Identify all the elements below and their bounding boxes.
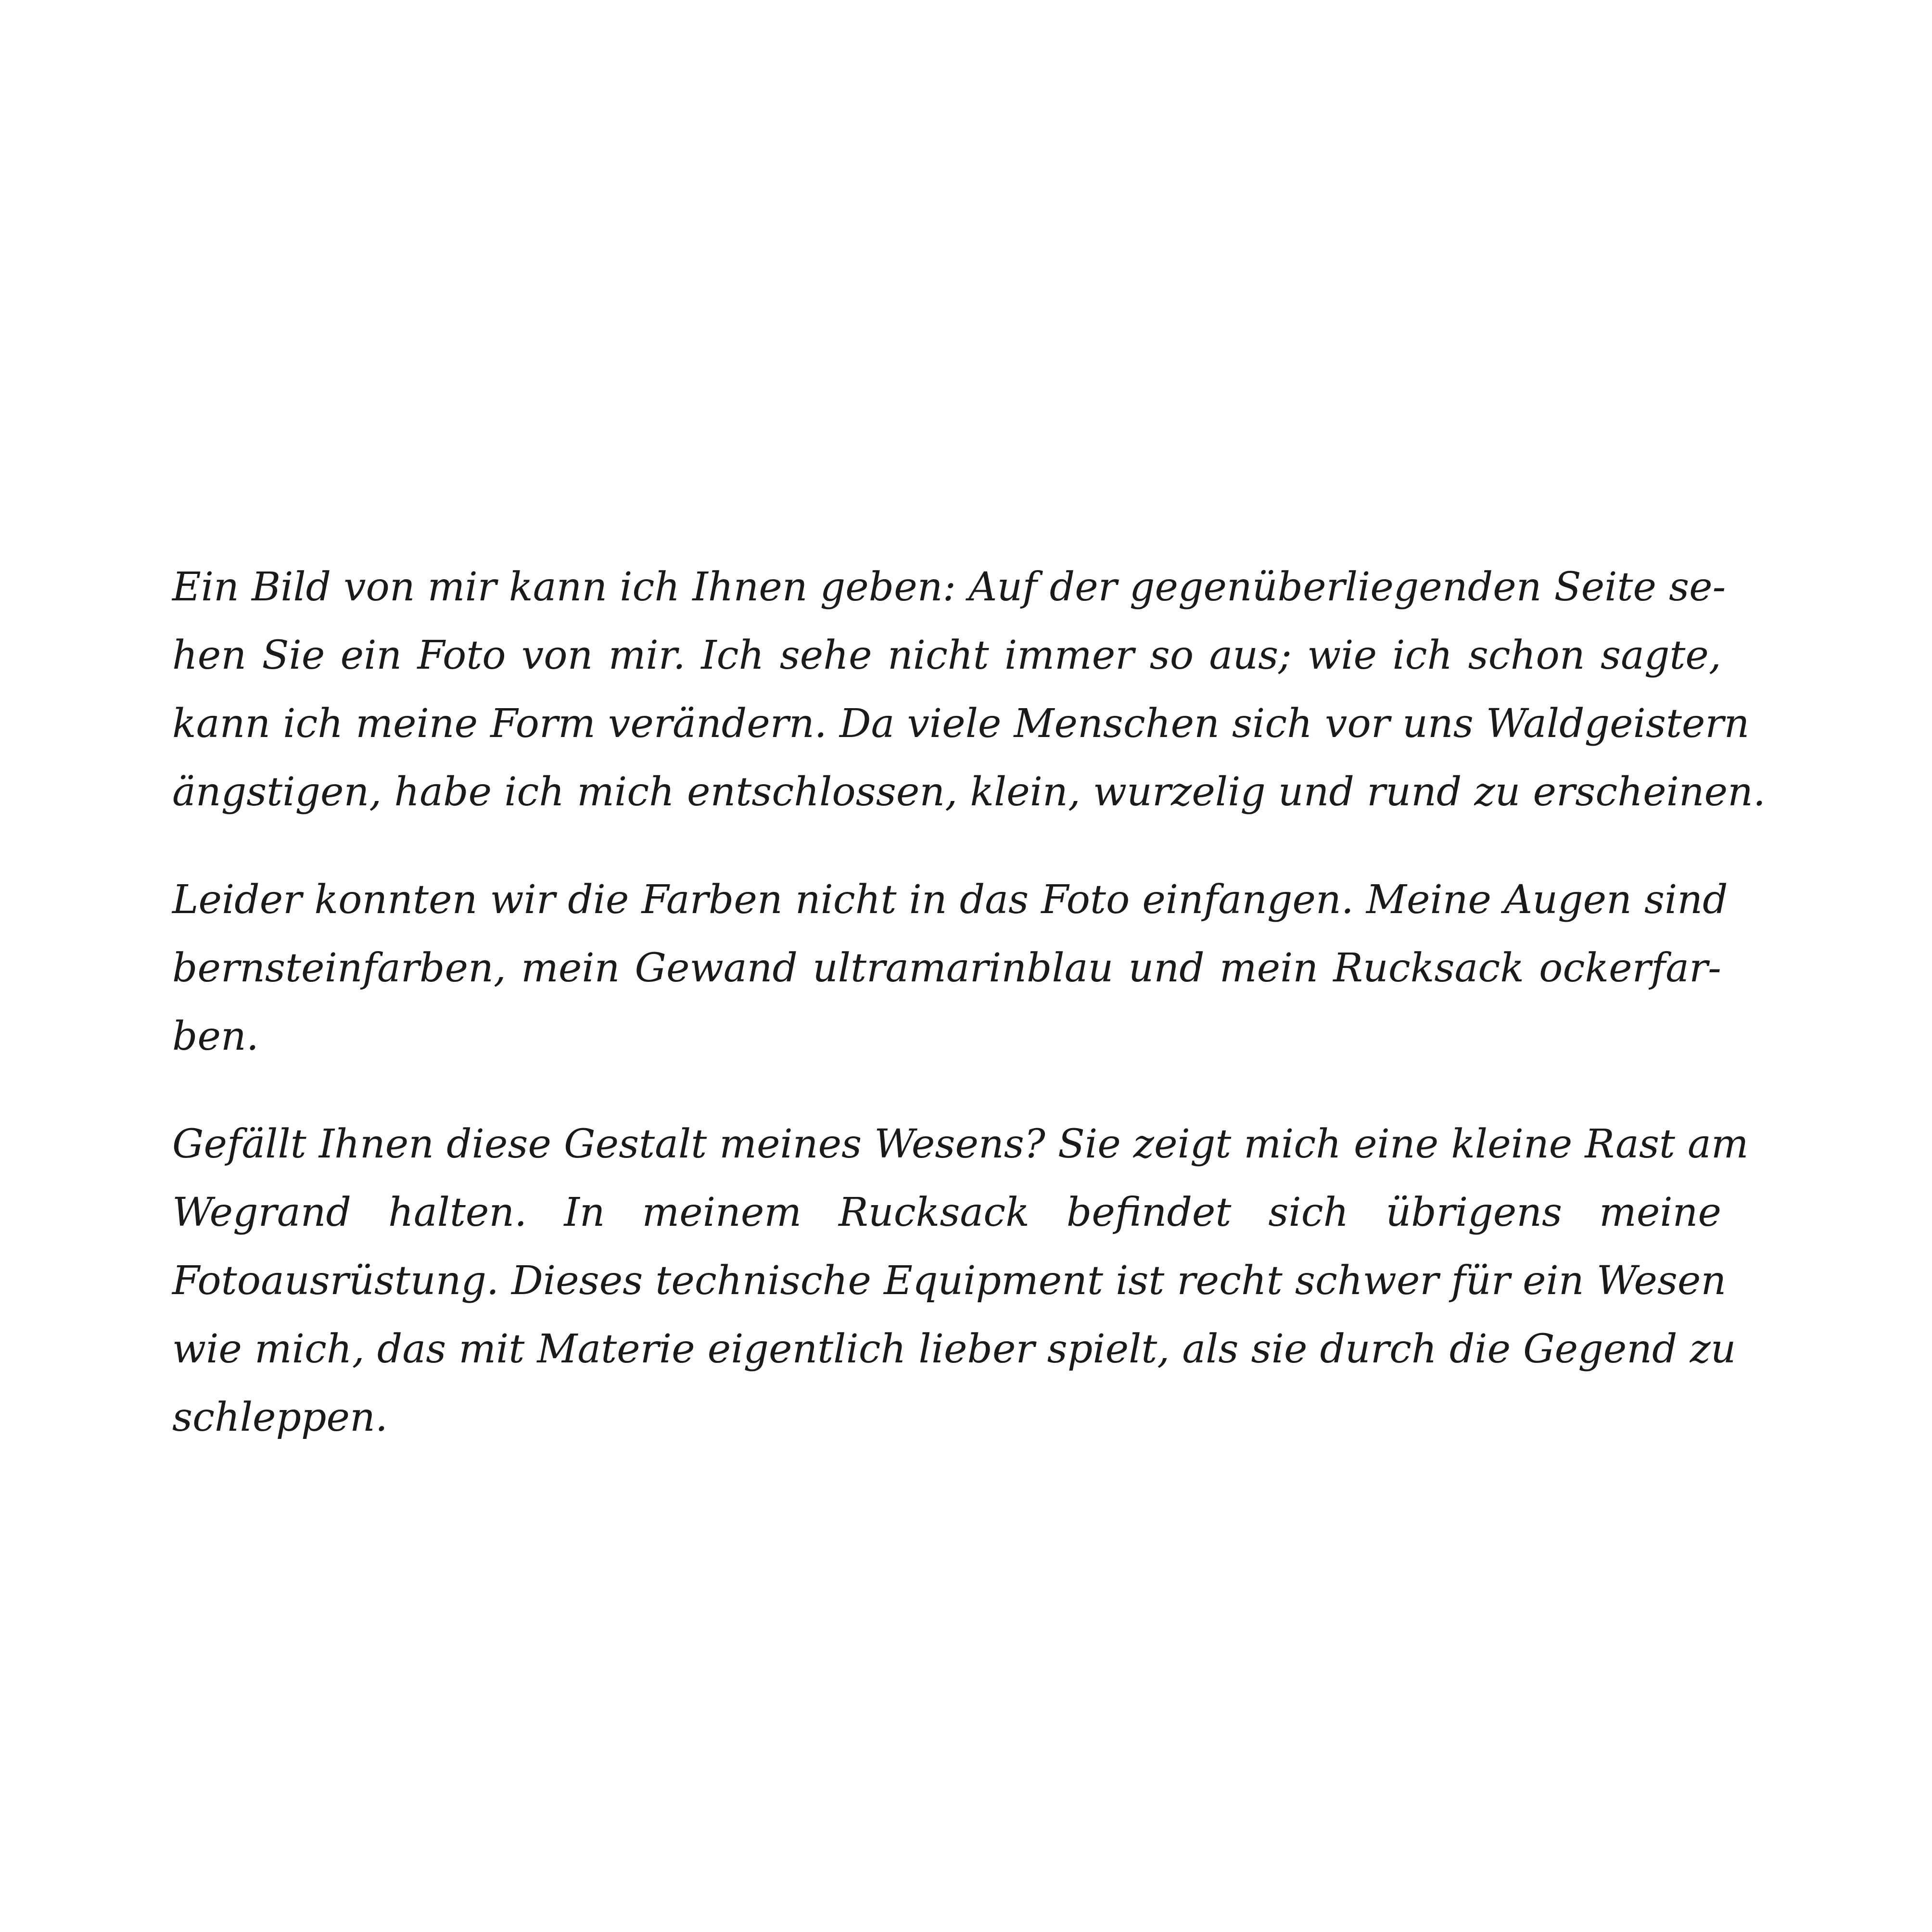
- text-line: Fotoausrüstung. Dieses technische Equipment ist recht schwer für ein Wesen: [172, 1258, 1727, 1304]
- text-line: Leider konnten wir die Farben nicht in das Foto einfangen. Meine Augen sind: [172, 877, 1728, 923]
- text-line: hen Sie ein Foto von mir. Ich sehe nicht immer so aus; wie ich schon sagte,: [172, 633, 1721, 678]
- text-line: wie mich, das mit Materie eigentlich lieber spielt, als sie durch die Gegend zu: [172, 1326, 1736, 1372]
- text-line: Ein Bild von mir kann ich Ihnen geben: Auf der gegenüberliegenden Seite se-: [172, 564, 1726, 610]
- body-text: [172, 553, 1766, 1452]
- text-line: ängstigen, habe ich mich entschlossen, klein, wurzelig und rund zu erscheinen.: [172, 769, 1766, 815]
- paragraph-1: [172, 553, 1766, 826]
- text-line: kann ich meine Form verändern. Da viele Menschen sich vor uns Waldgeistern: [172, 701, 1750, 747]
- text-line: schleppen.: [172, 1395, 388, 1440]
- text-line: Gefällt Ihnen diese Gestalt meines Wesens? Sie zeigt mich eine kleine Rast am: [172, 1121, 1749, 1167]
- text-line: bernsteinfarben, mein Gewand ultramarinblau und mein Rucksack ockerfar-: [172, 945, 1721, 991]
- text-line: ben.: [172, 1014, 259, 1059]
- paragraph-3: [172, 1110, 1749, 1452]
- paragraph-2: [172, 866, 1728, 1071]
- text-line: Wegrand halten. In meinem Rucksack befindet sich übrigens meine: [172, 1190, 1721, 1235]
